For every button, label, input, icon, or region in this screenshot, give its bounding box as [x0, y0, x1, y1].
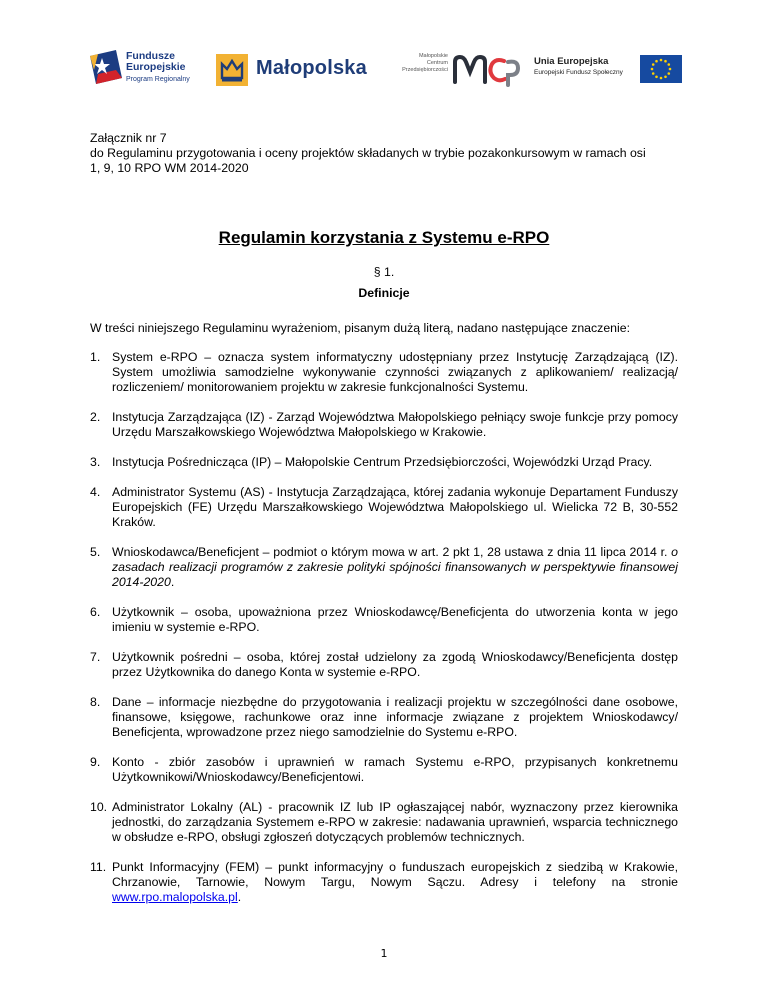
definitions-list [90, 350, 678, 920]
item-number: 2. [90, 410, 101, 424]
list-item [90, 695, 678, 740]
malopolska-name: Małopolska [256, 57, 367, 79]
item-number: 4. [90, 485, 101, 499]
mcp-line3: Przedsiębiorczości [402, 67, 448, 73]
annex-header [90, 131, 690, 176]
ue-line1: Unia Europejska [534, 56, 609, 67]
fe-line2: Europejskie [126, 61, 186, 73]
item-number: 3. [90, 455, 101, 469]
fe-line3: Program Regionalny [126, 76, 190, 83]
item-number: 9. [90, 755, 101, 769]
item-text: Administrator Systemu (AS) - Instytucja Zarządzająca, której zadania wykonuje Departament Funduszy Europejskich (FE) Urzędu Marszałkowskiego Województwa Małopolskiego ul. Wielicka 72 B, 30-552 Kraków. [112, 485, 678, 529]
item-text-italic: o zasadach realizacji programów z zakresie polityki spójności finansowanych w perspektywie finansowej 2014-2020 [112, 545, 678, 589]
annex-line1: Załącznik nr 7 [90, 131, 167, 145]
ue-line2: Europejski Fundusz Społeczny [534, 69, 623, 76]
list-item [90, 545, 678, 590]
list-item [90, 755, 678, 785]
item-text: Instytucja Pośrednicząca (IP) – Małopolskie Centrum Przedsiębiorczości, Wojewódzki Urząd Pracy. [112, 455, 653, 469]
mcp-logo [400, 46, 530, 94]
fe-line1: Fundusze [126, 50, 175, 62]
item-text [112, 860, 678, 905]
item-number: 7. [90, 650, 101, 664]
item-number: 6. [90, 605, 101, 619]
mcp-mark-icon [452, 52, 522, 88]
logo-bar [90, 46, 680, 94]
unia-europejska-logo [534, 46, 680, 94]
document-title: Regulamin korzystania z Systemu e-RPO [218, 228, 550, 247]
mcp-line1: Małopolskie [418, 53, 448, 59]
item-text-tail: . [170, 575, 175, 589]
paragraph-number: § 1. [373, 265, 395, 279]
item-text: Konto - zbiór zasobów i uprawnień w ramach Systemu e-RPO, przypisanych konkretnemu Użytkownikowi/Wnioskodawcy/Beneficjentowi. [112, 755, 678, 784]
eu-flag-icon [640, 55, 682, 83]
item-number: 5. [90, 545, 101, 559]
mcp-line2: Centrum [426, 60, 448, 66]
list-item [90, 350, 678, 395]
list-item [90, 860, 678, 905]
item-text-main: Punkt Informacyjny (FEM) – punkt informacyjny o funduszach europejskich z siedzibą w Krakowie, Chrzanowie, Tarnowie, Nowym Targu, Nowym Sączu. Adresy i telefony na stronie [112, 860, 678, 889]
fundusze-europejskie-logo [90, 46, 200, 94]
item-text: Instytucja Zarządzająca (IZ) - Zarząd Województwa Małopolskiego pełniący swoje funkcje przy pomocy Urzędu Marszałkowskiego Województwa Małopolskiego w Krakowie. [112, 410, 678, 439]
list-item [90, 485, 678, 530]
section-title: Definicje [358, 286, 410, 300]
item-text-tail: . [237, 890, 242, 904]
malopolska-logo [216, 46, 374, 94]
page-number: 1 [380, 947, 388, 960]
annex-line3: 1, 9, 10 RPO WM 2014-2020 [90, 161, 249, 175]
item-number: 11. [90, 860, 107, 874]
list-item [90, 800, 678, 845]
item-number: 10. [90, 800, 108, 814]
list-item [90, 455, 678, 470]
rpo-website-link[interactable]: www.rpo.malopolska.pl [112, 890, 238, 904]
malopolska-crown-icon [216, 54, 248, 86]
item-number: 1. [90, 350, 101, 364]
item-text: Użytkownik – osoba, upoważniona przez Wnioskodawcę/Beneficjenta do utworzenia konta w jego imieniu w systemie e-RPO. [112, 605, 678, 634]
item-text: Administrator Lokalny (AL) - pracownik IZ lub IP ogłaszającej nabór, wyznaczony przez kierownika jednostki, do zarządzania Systemem e-RPO w zakresie: nadawania uprawnień, wsparcia technicznego w obsłudze e-RPO, obsługi zgłoszeń dotyczących problemów technicznych. [112, 800, 678, 844]
item-text-main: Wnioskodawca/Beneficjent – podmiot o którym mowa w art. 2 pkt 1, 28 ustawa z dnia 11 lipca 2014 r. [112, 545, 668, 559]
annex-line2: do Regulaminu przygotowania i oceny projektów składanych w trybie pozakonkursowym w ramach osi [90, 146, 646, 160]
intro-text: W treści niniejszego Regulaminu wyrażeniom, pisanym dużą literą, nadano następujące znaczenie: [90, 321, 630, 335]
item-text: Dane – informacje niezbędne do przygotowania i realizacji projektu w szczególności dane osobowe, finansowe, księgowe, rachunkowe oraz inne informacje związane z projektem Wnioskodawcy/ Beneficjenta, wprowadzone przez niego samodzielnie do Systemu e-RPO. [112, 695, 678, 739]
list-item [90, 650, 678, 680]
list-item [90, 605, 678, 635]
fe-star-icon [90, 50, 122, 84]
item-text: System e-RPO – oznacza system informatyczny udostępniany przez Instytucję Zarządzającą (IZ). System umożliwia samodzielne wykonywanie czynności związanych z aplikowaniem/ realizacją/ rozliczeniem/ monitorowaniem projektu w zakresie funkcjonalności Systemu. [112, 350, 678, 394]
item-number: 8. [90, 695, 101, 709]
item-text [112, 545, 678, 590]
item-text: Użytkownik pośredni – osoba, której został udzielony za zgodą Wnioskodawcy/Beneficjenta dostęp przez Użytkownika do danego Konta w systemie e-RPO. [112, 650, 678, 679]
list-item [90, 410, 678, 440]
